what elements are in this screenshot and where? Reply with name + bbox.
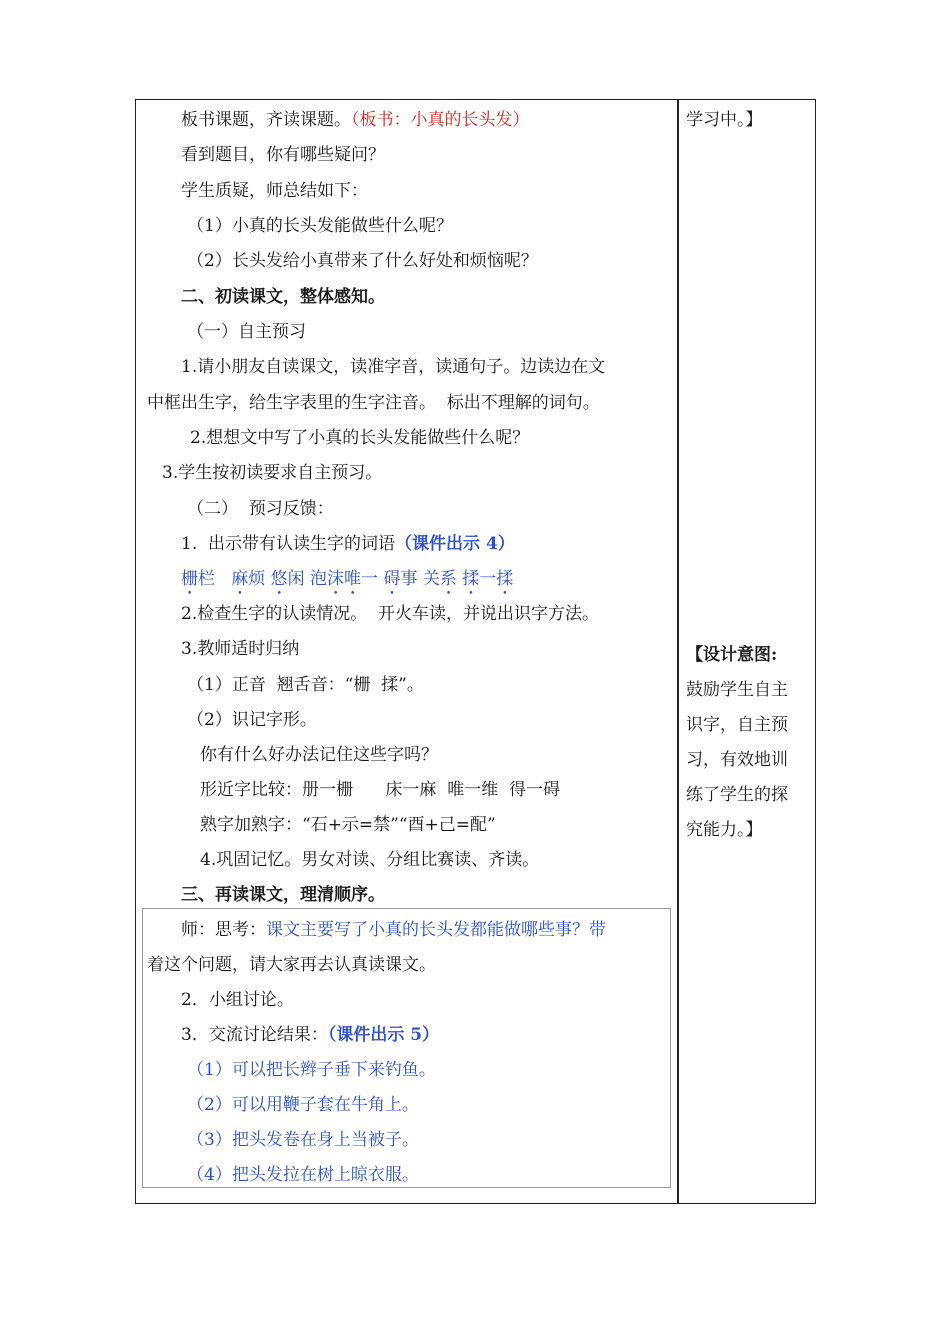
feedback-2: 2.检查生字的认读情况。 开火车读，并说出识字方法。	[181, 604, 600, 624]
vocab-word: 揉一揉	[462, 569, 514, 589]
result-3: （3）把头发卷在身上当被子。	[187, 1130, 419, 1150]
glyph-memory: （2）识记字形。	[187, 710, 317, 730]
text: 师：思考：	[181, 920, 266, 940]
section-heading-2: 二、初读课文，整体感知。	[181, 287, 385, 307]
design-intent-title: 【设计意图:	[686, 645, 778, 665]
design-intent-line: 鼓励学生自主	[686, 680, 788, 700]
teacher-prompt-cont: 着这个问题，请大家再去认真读课文。	[147, 955, 436, 975]
compound-chars: 熟字加熟字：“石+示=禁”“酉+己=配”	[200, 815, 496, 835]
question-2: （2）长头发给小真带来了什么好处和烦恼呢？	[187, 251, 538, 271]
memory-question: 你有什么好办法记住这些字吗？	[200, 745, 438, 765]
vocab-word: 碍事	[383, 569, 418, 589]
teacher-prompt	[181, 918, 606, 942]
consolidate: 4.巩固记忆。男女对读、分组比赛读、齐读。	[200, 850, 540, 870]
similar-chars: 形近字比较：册一栅 床一麻 唯一维 得一碍	[200, 780, 561, 800]
text: 3．交流讨论结果：	[181, 1025, 328, 1045]
courseware-note-4: （课件出示 4）	[395, 534, 515, 554]
step-1-line-2: 中框出生字，给生字表里的生字注音。 标出不理解的词句。	[147, 393, 600, 413]
section-heading-3: 三、再读课文，理清顺序。	[181, 885, 385, 905]
result-2: （2）可以用鞭子套在牛角上。	[187, 1095, 419, 1115]
pronunciation-note: （1）正音 翘舌音：“栅 揉”。	[187, 675, 424, 695]
line-question: 看到题目，你有哪些疑问？	[181, 145, 385, 165]
text: 1. 出示带有认读生字的词语	[181, 534, 396, 554]
subheading-feedback: （二） 预习反馈：	[187, 499, 334, 519]
step-1-line-1: 1.请小朋友自读课文，读准字音，读通句子。边读边在文	[181, 357, 606, 377]
vocab-word: 栅栏	[181, 569, 215, 589]
design-intent-line: 练了学生的探	[686, 785, 788, 805]
design-intent-line: 习，有效地训	[686, 750, 788, 770]
step-3: 3.学生按初读要求自主预习。	[162, 463, 383, 483]
design-intent-line: 究能力。】	[686, 820, 763, 840]
vocab-word: 关系	[422, 569, 457, 589]
design-intent-line: 识字，自主预	[686, 715, 788, 735]
side-note-top: 学习中。】	[686, 110, 763, 130]
vocab-line	[181, 567, 513, 599]
feedback-1	[181, 532, 515, 556]
courseware-note-5: （课件出示 5）	[327, 1025, 440, 1045]
result-1: （1）可以把长辫子垂下来钓鱼。	[187, 1060, 436, 1080]
vocab-word: 悠闲	[270, 569, 305, 589]
line-board-title	[181, 108, 530, 132]
prompt-question: 课文主要写了小真的长头发都能做哪些事？带	[266, 920, 606, 940]
result-4: （4）把头发拉在树上晾衣服。	[187, 1165, 419, 1185]
question-1: （1）小真的长头发能做些什么呢？	[187, 216, 453, 236]
group-discussion: 2．小组讨论。	[181, 990, 294, 1010]
column-divider	[677, 99, 679, 1204]
board-note: （板书：小真的长头发）	[351, 110, 530, 130]
feedback-3: 3.教师适时归纳	[181, 639, 300, 659]
vocab-word: 泡沫唯一	[310, 569, 379, 589]
step-2: 2.想想文中写了小真的长头发能做些什么呢？	[190, 428, 530, 448]
vocab-word: 麻烦	[231, 569, 266, 589]
line-summary: 学生质疑，师总结如下：	[181, 181, 368, 201]
subheading-self-study: （一）自主预习	[187, 322, 306, 342]
text: 板书课题，齐读课题。	[181, 110, 351, 130]
discussion-result	[181, 1023, 439, 1047]
